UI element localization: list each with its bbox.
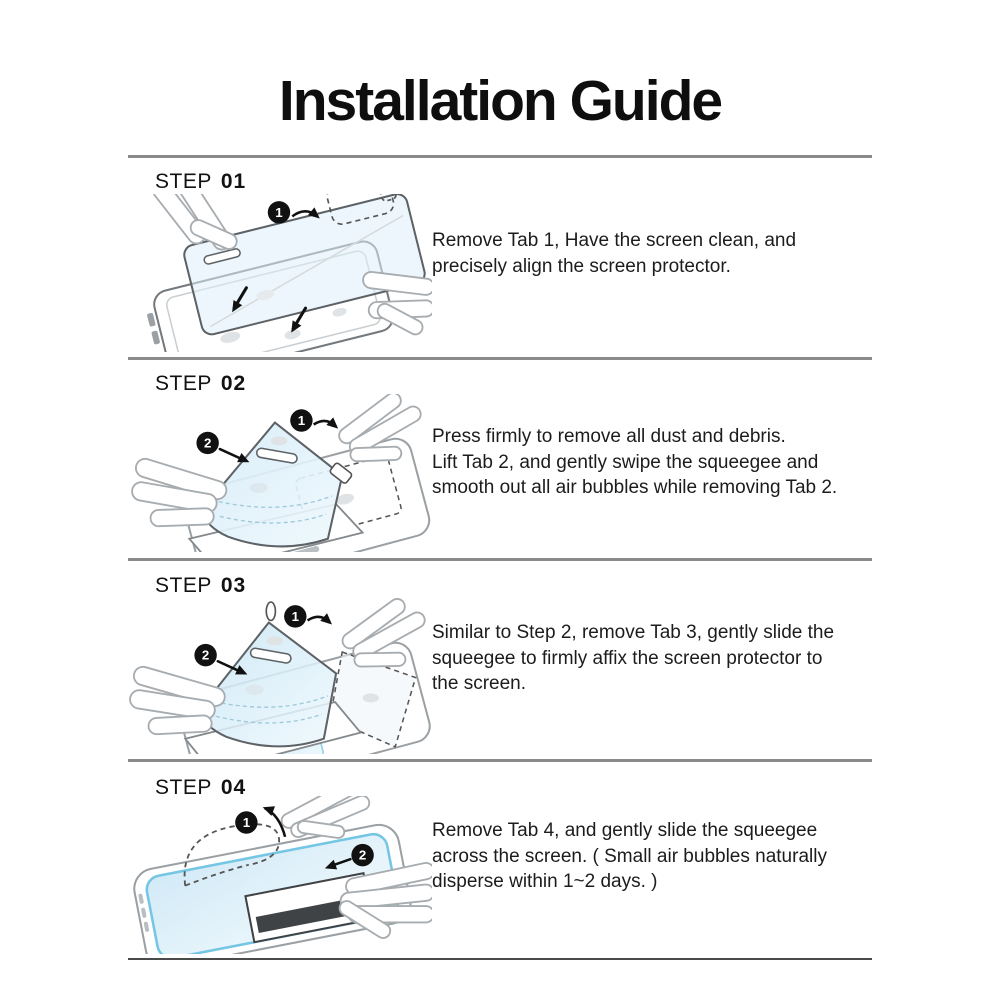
svg-text:1: 1 [275,204,283,220]
step-number: 02 [220,372,247,395]
step-word: STEP [155,776,212,799]
step-word: STEP [155,574,212,597]
divider [128,759,872,762]
hand-left-icon [129,665,227,735]
screen-protector-icon [199,602,336,746]
step-4-description: Remove Tab 4, and gently slide the squeegee across the screen. ( Small air bubbles naturally disperse within 1~2 days. ) [432,820,827,892]
curve-arrowhead [320,613,335,628]
step-number: 03 [220,574,247,597]
badge-2 [196,432,218,454]
badge-2 [194,644,216,666]
curve-arrowhead [326,417,341,432]
svg-text:2: 2 [201,647,210,663]
step-1-illustration [126,194,432,352]
divider [128,155,872,158]
step-number: 04 [220,776,247,799]
svg-text:2: 2 [358,847,367,863]
badge-1 [235,811,257,833]
badge-1 [284,605,306,627]
step-3-illustration [126,596,432,754]
step-1-description: Remove Tab 1, Have the screen clean, and precisely align the screen protector. [432,230,797,277]
step-1-label [155,170,246,194]
step-2-description: Press firmly to remove all dust and debris. Lift Tab 2, and gently swipe the squeegee and smooth out all air bubbles while removing Tab 2. [432,426,838,498]
step-word: STEP [155,372,212,395]
divider-bottom [128,958,872,960]
svg-text:1: 1 [297,413,306,429]
page-title: Installation Guide [278,69,722,134]
svg-text:1: 1 [242,815,251,831]
step-number: 01 [220,170,247,193]
step-2-label [155,372,246,396]
badge-1 [290,409,312,431]
badge-1 [268,201,290,223]
svg-text:1: 1 [291,608,299,624]
step-3-label [155,574,246,598]
divider [128,558,872,561]
hand-left-icon [150,194,239,253]
step-word: STEP [155,170,212,193]
svg-text:2: 2 [203,435,212,451]
loop-tab-icon [266,602,275,620]
step-3-description: Similar to Step 2, remove Tab 3, gently slide the squeegee to firmly affix the screen protector to the screen. [432,622,835,694]
badge-2 [351,844,373,866]
step-4-illustration [126,796,432,954]
divider [128,357,872,360]
hand-left-icon [131,457,229,527]
step-2-illustration [126,394,432,552]
